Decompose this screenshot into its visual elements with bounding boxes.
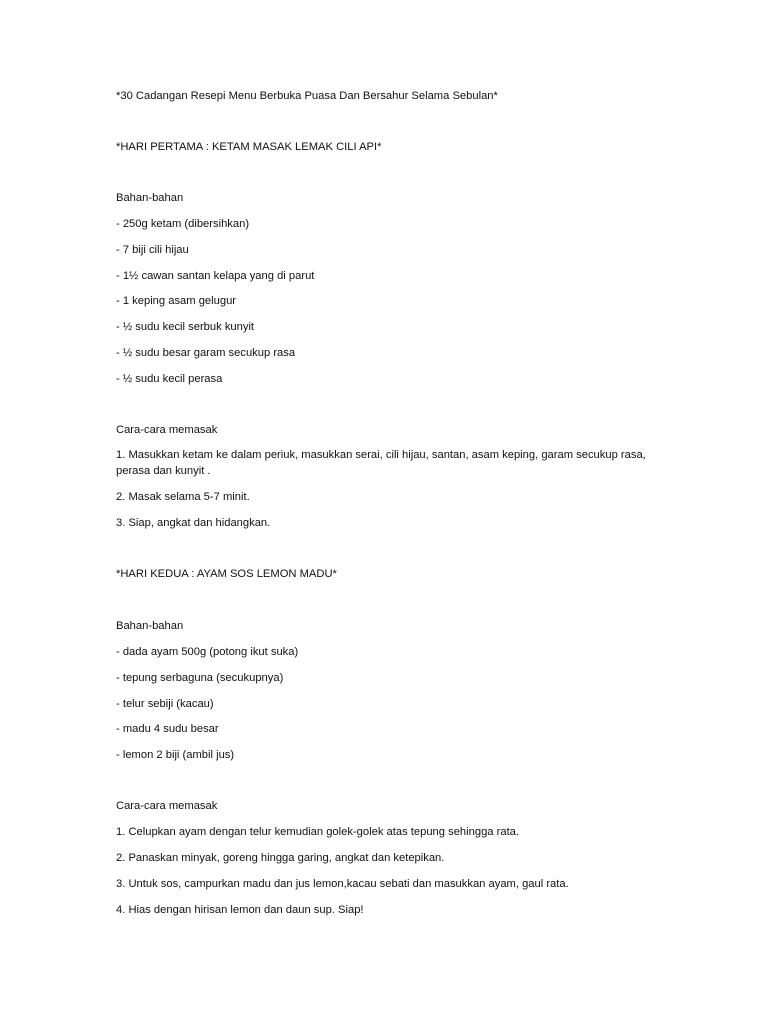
- ingredient-item: - 7 biji cili hijau: [116, 244, 189, 256]
- ingredient-item: - madu 4 sudu besar: [116, 723, 219, 735]
- ingredient-item: - ½ sudu kecil perasa: [116, 373, 223, 385]
- method-step: 3. Untuk sos, campurkan madu dan jus lemon,kacau sebati dan masukkan ayam, gaul rata.: [116, 878, 569, 890]
- method-label: Cara-cara memasak: [116, 800, 218, 812]
- ingredients-label: Bahan-bahan: [116, 620, 184, 632]
- ingredient-item: - 1½ cawan santan kelapa yang di parut: [116, 270, 315, 282]
- document-title: *30 Cadangan Resepi Menu Berbuka Puasa Dan Bersahur Selama Sebulan*: [116, 90, 498, 102]
- method-step: 1. Masukkan ketam ke dalam periuk, masukkan serai, cili hijau, santan, asam keping, garam secukup rasa, perasa dan kunyit .: [116, 449, 646, 477]
- recipe-heading: *HARI KEDUA : AYAM SOS LEMON MADU*: [116, 568, 337, 580]
- method-label: Cara-cara memasak: [116, 424, 218, 436]
- ingredient-item: - lemon 2 biji (ambil jus): [116, 749, 235, 761]
- recipe-heading: *HARI PERTAMA : KETAM MASAK LEMAK CILI API*: [116, 141, 382, 153]
- method-step: 2. Masak selama 5-7 minit.: [116, 491, 250, 503]
- ingredient-item: - 250g ketam (dibersihkan): [116, 218, 250, 230]
- ingredient-item: - ½ sudu kecil serbuk kunyit: [116, 321, 255, 333]
- method-step: 3. Siap, angkat dan hidangkan.: [116, 517, 271, 529]
- method-step: 1. Celupkan ayam dengan telur kemudian golek-golek atas tepung sehingga rata.: [116, 826, 520, 838]
- ingredient-item: - 1 keping asam gelugur: [116, 295, 237, 307]
- ingredients-label: Bahan-bahan: [116, 192, 184, 204]
- ingredient-item: - tepung serbaguna (secukupnya): [116, 672, 284, 684]
- ingredient-item: - telur sebiji (kacau): [116, 698, 214, 710]
- method-step: 2. Panaskan minyak, goreng hingga garing, angkat dan ketepikan.: [116, 852, 445, 864]
- ingredient-item: - dada ayam 500g (potong ikut suka): [116, 646, 299, 658]
- method-step: 4. Hias dengan hirisan lemon dan daun sup. Siap!: [116, 904, 364, 916]
- ingredient-item: - ½ sudu besar garam secukup rasa: [116, 347, 296, 359]
